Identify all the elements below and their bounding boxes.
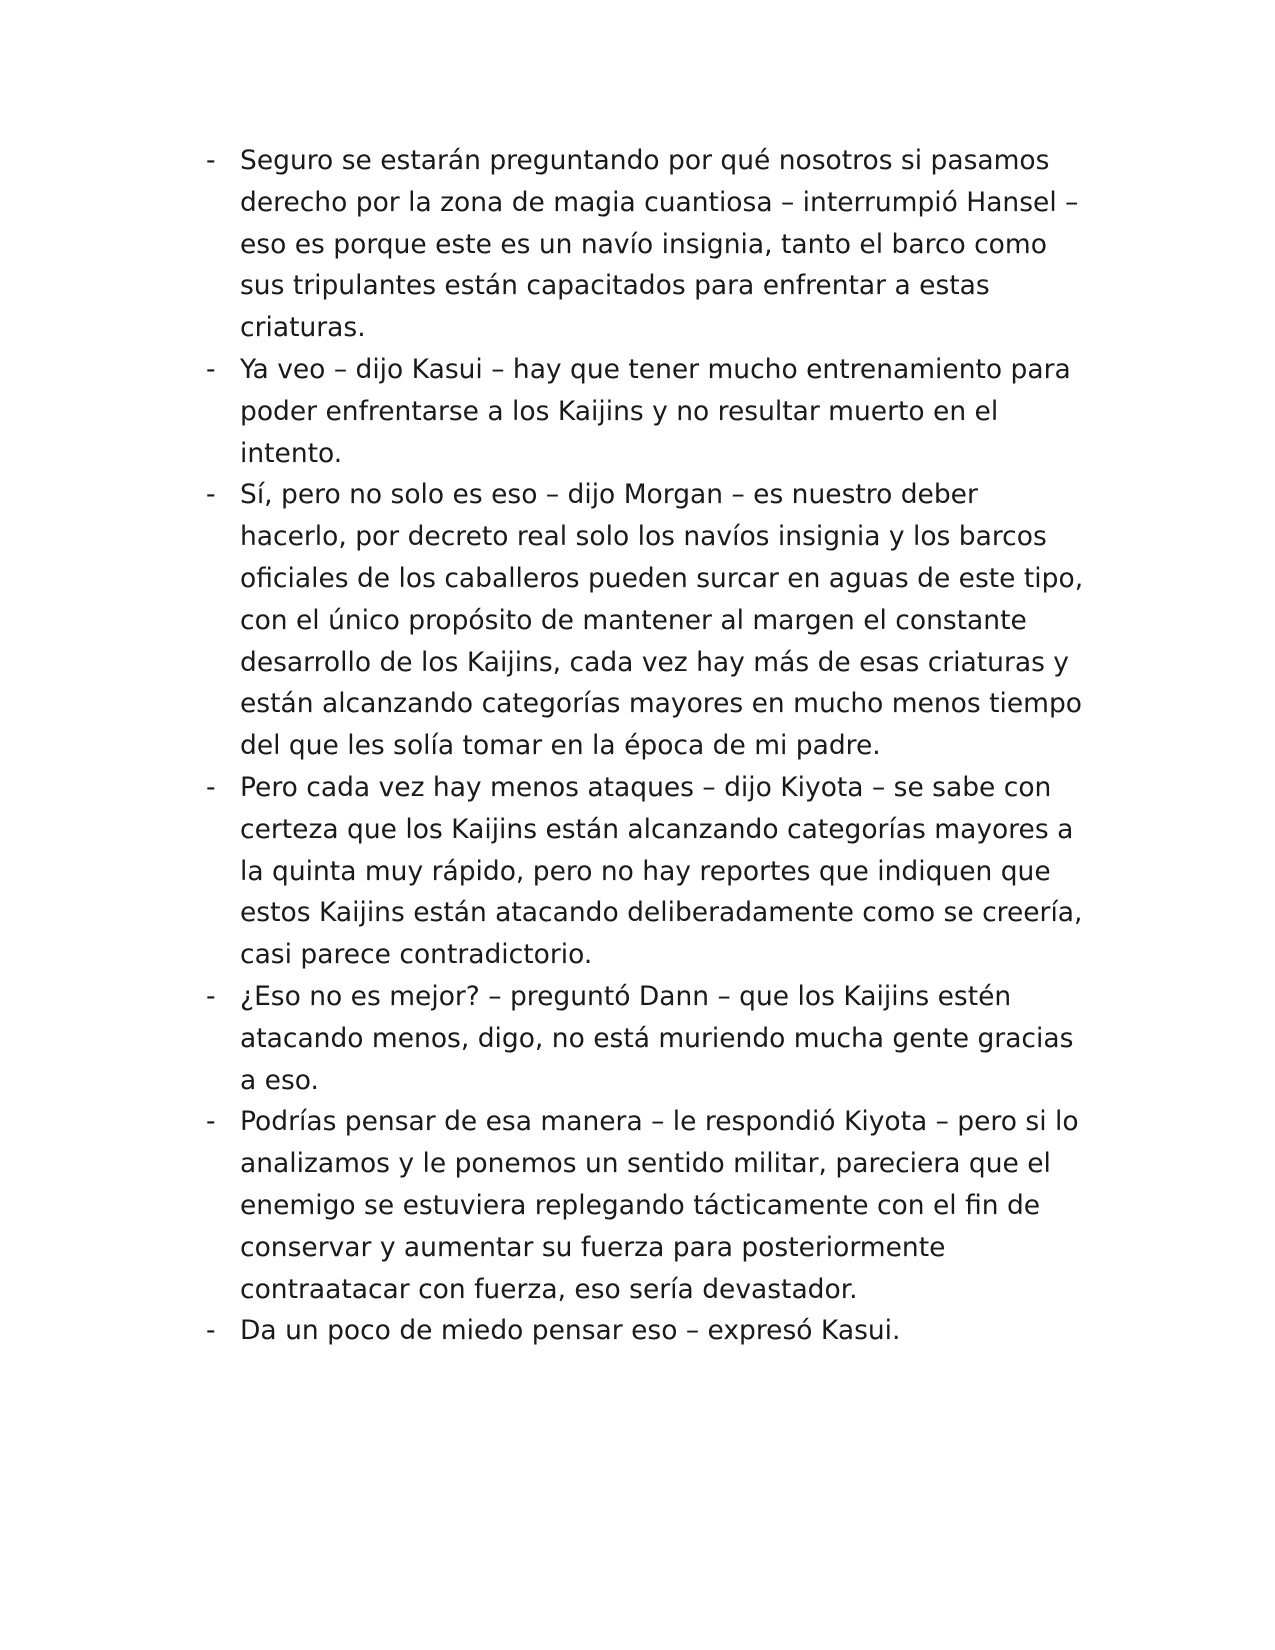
dialogue-line	[206, 976, 1086, 1101]
dialogue-text: Ya veo – dijo Kasui – hay que tener mucho entrenamiento para poder enfrentarse a los Kaijins y no resultar muerto en el intento.	[240, 353, 1071, 469]
dialogue-line	[206, 1310, 1086, 1352]
dialogue-dash: -	[206, 145, 216, 176]
dialogue-list	[206, 140, 1086, 1352]
dialogue-line	[206, 140, 1086, 349]
dialogue-text: Da un poco de miedo pensar eso – expresó Kasui.	[240, 1315, 901, 1347]
dialogue-text: Pero cada vez hay menos ataques – dijo Kiyota – se sabe con certeza que los Kaijins están alcanzando categorías mayores a la quinta muy rápido, pero no hay reportes que indiquen que estos Kaijins están atacando deliberadamente como se creería, casi parece contradictorio.	[240, 771, 1083, 971]
dialogue-text: Podrías pensar de esa manera – le respondió Kiyota – pero si lo analizamos y le ponemos un sentido militar, pareciera que el enemigo se estuviera replegando tácticamente con el fin de conservar y aumentar su fuerza para posteriormente contraatacar con fuerza, eso sería devastador.	[240, 1106, 1079, 1305]
dialogue-line	[206, 349, 1086, 474]
dialogue-dash: -	[206, 980, 216, 1012]
dialogue-dash: -	[206, 353, 216, 385]
dialogue-text: Seguro se estarán preguntando por qué nosotros si pasamos derecho por la zona de magia cuantiosa – interrumpió Hansel – eso es porque este es un navío insignia, tanto el barco como sus tripulantes están capacitados para enfrentar a estas criaturas.	[240, 145, 1079, 344]
dialogue-text: Sí, pero no solo es eso – dijo Morgan – es nuestro deber hacerlo, por decreto real solo los navíos insignia y los barcos oficiales de los caballeros pueden surcar en aguas de este tipo, con el único propósito de mantener al margen el constante desarrollo de los Kaijins, cada vez hay más de esas criaturas y están alcanzando categorías mayores en mucho menos tiempo del que les solía tomar en la época de mi padre.	[240, 479, 1084, 762]
dialogue-dash: -	[206, 479, 216, 511]
dialogue-line	[206, 767, 1086, 976]
dialogue-line	[206, 474, 1086, 767]
dialogue-text: ¿Eso no es mejor? – preguntó Dann – que los Kaijins estén atacando menos, digo, no está muriendo mucha gente gracias a eso.	[240, 980, 1074, 1096]
dialogue-dash: -	[206, 771, 216, 803]
dialogue-dash: -	[206, 1315, 216, 1347]
dialogue-line	[206, 1101, 1086, 1310]
dialogue-dash: -	[206, 1106, 216, 1138]
